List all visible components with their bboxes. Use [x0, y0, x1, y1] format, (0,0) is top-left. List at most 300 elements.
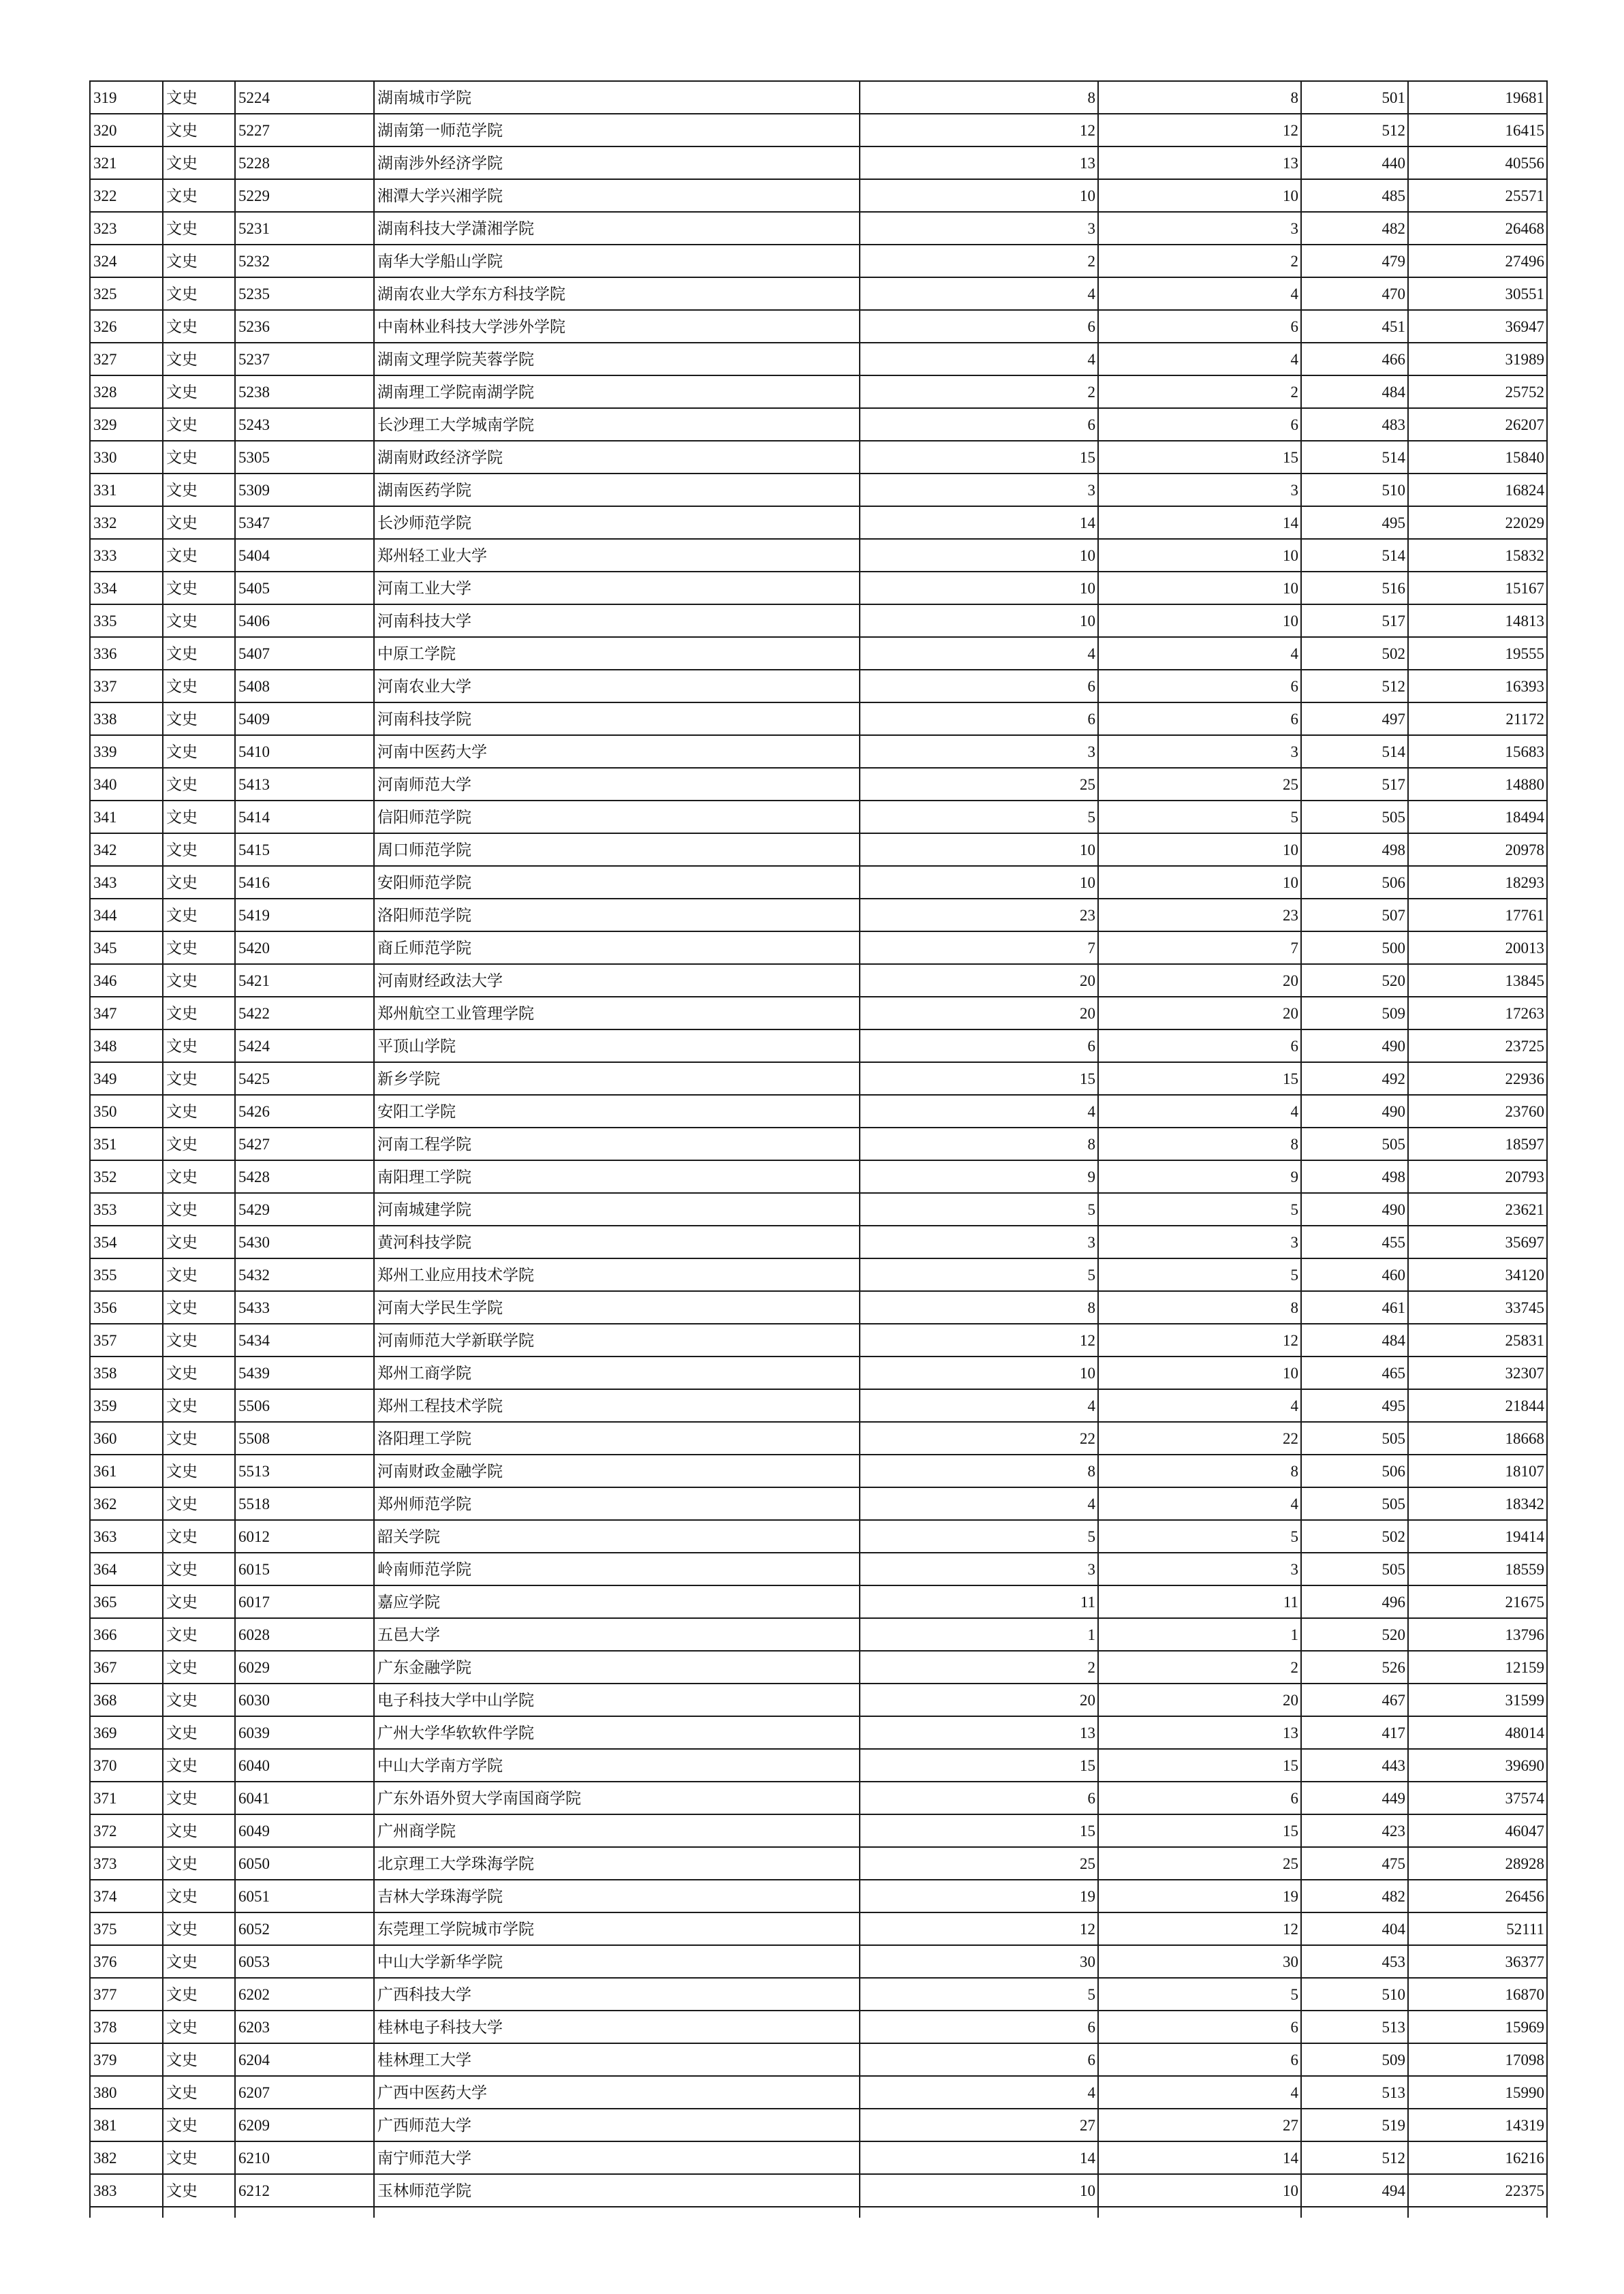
admitted-count-cell: 10 [1098, 179, 1301, 212]
institution-code-cell: 5347 [235, 506, 374, 539]
min-score-cell: 484 [1301, 1324, 1408, 1357]
subject-category-cell: 文史 [163, 2076, 235, 2109]
min-score-cell: 498 [1301, 1160, 1408, 1193]
table-row [90, 866, 1547, 899]
institution-name-cell: 北京理工大学珠海学院 [374, 1847, 860, 1880]
min-score-cell: 490 [1301, 1029, 1408, 1062]
plan-count-cell: 3 [860, 1226, 1098, 1258]
row-index-cell: 339 [90, 735, 163, 768]
row-index-cell: 334 [90, 572, 163, 604]
plan-count-cell: 5 [860, 1978, 1098, 2011]
min-rank-cell: 17761 [1408, 899, 1547, 931]
min-score-cell: 520 [1301, 964, 1408, 997]
min-score-cell: 512 [1301, 2141, 1408, 2174]
admitted-count-cell: 2 [1098, 375, 1301, 408]
subject-category-cell: 文史 [163, 604, 235, 637]
admitted-count-cell: 23 [1098, 899, 1301, 931]
institution-code-cell: 5229 [235, 179, 374, 212]
min-rank-cell: 18597 [1408, 1128, 1547, 1160]
row-index-cell: 343 [90, 866, 163, 899]
subject-category-cell: 文史 [163, 1912, 235, 1945]
subject-category-cell: 文史 [163, 1291, 235, 1324]
admitted-count-cell: 9 [1098, 1160, 1301, 1193]
institution-code-cell: 5243 [235, 408, 374, 441]
admitted-count-cell: 6 [1098, 702, 1301, 735]
min-rank-cell: 27496 [1408, 245, 1547, 277]
min-rank-cell: 15990 [1408, 2076, 1547, 2109]
min-score-cell: 485 [1301, 179, 1408, 212]
plan-count-cell: 10 [860, 2174, 1098, 2207]
institution-name-cell: 中山大学新华学院 [374, 1945, 860, 1978]
row-index-cell: 372 [90, 1814, 163, 1847]
subject-category-cell: 文史 [163, 1749, 235, 1782]
row-index-cell: 326 [90, 310, 163, 343]
institution-name-cell: 中山大学南方学院 [374, 1749, 860, 1782]
min-rank-cell: 23621 [1408, 1193, 1547, 1226]
min-score-cell: 500 [1301, 931, 1408, 964]
row-index-cell: 358 [90, 1357, 163, 1389]
subject-category-cell: 文史 [163, 702, 235, 735]
institution-code-cell: 6041 [235, 1782, 374, 1814]
institution-code-cell: 6039 [235, 1716, 374, 1749]
plan-count-cell: 4 [860, 2076, 1098, 2109]
min-score-cell: 490 [1301, 1095, 1408, 1128]
subject-category-cell: 文史 [163, 408, 235, 441]
plan-count-cell: 20 [860, 964, 1098, 997]
min-rank-cell: 26207 [1408, 408, 1547, 441]
table-row [90, 1487, 1547, 1520]
plan-count-cell: 10 [860, 539, 1098, 572]
min-score-cell: 417 [1301, 1716, 1408, 1749]
institution-code-cell: 6040 [235, 1749, 374, 1782]
institution-name-cell: 洛阳理工学院 [374, 1422, 860, 1455]
institution-code-cell: 5309 [235, 474, 374, 506]
min-rank-cell: 20978 [1408, 833, 1547, 866]
admitted-count-cell: 14 [1098, 2141, 1301, 2174]
institution-name-cell: 长沙理工大学城南学院 [374, 408, 860, 441]
plan-count-cell: 8 [860, 1291, 1098, 1324]
institution-name-cell: 岭南师范学院 [374, 1553, 860, 1585]
plan-count-cell: 6 [860, 1029, 1098, 1062]
institution-name-cell: 南阳理工学院 [374, 1160, 860, 1193]
table-row [90, 1520, 1547, 1553]
table-row [90, 1389, 1547, 1422]
row-index-cell: 337 [90, 670, 163, 702]
plan-count-cell: 8 [860, 1128, 1098, 1160]
institution-name-cell: 河南大学民生学院 [374, 1291, 860, 1324]
institution-name-cell: 五邑大学 [374, 1618, 860, 1651]
subject-category-cell: 文史 [163, 2141, 235, 2174]
min-rank-cell: 22375 [1408, 2174, 1547, 2207]
plan-count-cell: 10 [860, 572, 1098, 604]
min-score-cell: 506 [1301, 1455, 1408, 1487]
subject-category-cell: 文史 [163, 1422, 235, 1455]
table-row [90, 2076, 1547, 2109]
institution-code-cell: 5415 [235, 833, 374, 866]
admitted-count-cell: 19 [1098, 1880, 1301, 1912]
min-rank-cell: 31599 [1408, 1684, 1547, 1716]
table-row [90, 2174, 1547, 2207]
institution-name-cell: 南宁师范大学 [374, 2141, 860, 2174]
table-row [90, 1291, 1547, 1324]
min-score-cell: 520 [1301, 1618, 1408, 1651]
row-index-cell: 331 [90, 474, 163, 506]
row-index-cell: 377 [90, 1978, 163, 2011]
row-index-cell: 356 [90, 1291, 163, 1324]
row-index-cell: 361 [90, 1455, 163, 1487]
row-index-cell: 342 [90, 833, 163, 866]
subject-category-cell: 文史 [163, 277, 235, 310]
institution-code-cell: 6050 [235, 1847, 374, 1880]
institution-code-cell: 5416 [235, 866, 374, 899]
min-rank-cell: 18293 [1408, 866, 1547, 899]
plan-count-cell: 4 [860, 1095, 1098, 1128]
empty-cell [1098, 2207, 1301, 2218]
institution-code-cell: 5406 [235, 604, 374, 637]
admitted-count-cell: 5 [1098, 801, 1301, 833]
row-index-cell: 381 [90, 2109, 163, 2141]
subject-category-cell: 文史 [163, 375, 235, 408]
row-index-cell: 322 [90, 179, 163, 212]
admitted-count-cell: 12 [1098, 1912, 1301, 1945]
plan-count-cell: 3 [860, 1553, 1098, 1585]
institution-name-cell: 周口师范学院 [374, 833, 860, 866]
min-rank-cell: 22936 [1408, 1062, 1547, 1095]
min-score-cell: 479 [1301, 245, 1408, 277]
table-row [90, 2141, 1547, 2174]
min-rank-cell: 31989 [1408, 343, 1547, 375]
empty-cell [90, 2207, 163, 2218]
min-score-cell: 495 [1301, 506, 1408, 539]
min-rank-cell: 25752 [1408, 375, 1547, 408]
min-rank-cell: 39690 [1408, 1749, 1547, 1782]
institution-name-cell: 河南工业大学 [374, 572, 860, 604]
min-rank-cell: 21675 [1408, 1585, 1547, 1618]
institution-name-cell: 湖南第一师范学院 [374, 114, 860, 146]
row-index-cell: 374 [90, 1880, 163, 1912]
institution-code-cell: 6052 [235, 1912, 374, 1945]
admitted-count-cell: 6 [1098, 1029, 1301, 1062]
row-index-cell: 336 [90, 637, 163, 670]
row-index-cell: 338 [90, 702, 163, 735]
admitted-count-cell: 8 [1098, 1128, 1301, 1160]
min-rank-cell: 26468 [1408, 212, 1547, 245]
subject-category-cell: 文史 [163, 310, 235, 343]
subject-category-cell: 文史 [163, 212, 235, 245]
row-index-cell: 380 [90, 2076, 163, 2109]
row-index-cell: 355 [90, 1258, 163, 1291]
institution-name-cell: 吉林大学珠海学院 [374, 1880, 860, 1912]
plan-count-cell: 1 [860, 1618, 1098, 1651]
institution-code-cell: 5432 [235, 1258, 374, 1291]
table-body [90, 81, 1547, 2218]
plan-count-cell: 10 [860, 1357, 1098, 1389]
min-rank-cell: 34120 [1408, 1258, 1547, 1291]
institution-code-cell: 5513 [235, 1455, 374, 1487]
min-rank-cell: 14880 [1408, 768, 1547, 801]
subject-category-cell: 文史 [163, 474, 235, 506]
min-score-cell: 498 [1301, 833, 1408, 866]
min-score-cell: 513 [1301, 2011, 1408, 2043]
institution-code-cell: 6015 [235, 1553, 374, 1585]
subject-category-cell: 文史 [163, 146, 235, 179]
min-rank-cell: 16393 [1408, 670, 1547, 702]
plan-count-cell: 3 [860, 735, 1098, 768]
plan-count-cell: 20 [860, 997, 1098, 1029]
min-rank-cell: 15832 [1408, 539, 1547, 572]
min-score-cell: 461 [1301, 1291, 1408, 1324]
row-index-cell: 382 [90, 2141, 163, 2174]
institution-name-cell: 玉林师范学院 [374, 2174, 860, 2207]
subject-category-cell: 文史 [163, 1455, 235, 1487]
subject-category-cell: 文史 [163, 1357, 235, 1389]
admitted-count-cell: 4 [1098, 637, 1301, 670]
empty-cell [860, 2207, 1098, 2218]
min-rank-cell: 14813 [1408, 604, 1547, 637]
institution-code-cell: 5237 [235, 343, 374, 375]
empty-cell [374, 2207, 860, 2218]
subject-category-cell: 文史 [163, 899, 235, 931]
institution-name-cell: 洛阳师范学院 [374, 899, 860, 931]
row-index-cell: 341 [90, 801, 163, 833]
institution-code-cell: 6212 [235, 2174, 374, 2207]
min-score-cell: 502 [1301, 637, 1408, 670]
institution-name-cell: 郑州航空工业管理学院 [374, 997, 860, 1029]
admitted-count-cell: 8 [1098, 1455, 1301, 1487]
table-row [90, 1226, 1547, 1258]
table-row [90, 441, 1547, 474]
min-score-cell: 453 [1301, 1945, 1408, 1978]
min-score-cell: 497 [1301, 702, 1408, 735]
institution-code-cell: 5414 [235, 801, 374, 833]
institution-name-cell: 河南财经政法大学 [374, 964, 860, 997]
table-row [90, 1160, 1547, 1193]
subject-category-cell: 文史 [163, 1553, 235, 1585]
subject-category-cell: 文史 [163, 1585, 235, 1618]
row-index-cell: 332 [90, 506, 163, 539]
institution-name-cell: 广西中医药大学 [374, 2076, 860, 2109]
institution-code-cell: 5410 [235, 735, 374, 768]
institution-code-cell: 5305 [235, 441, 374, 474]
table-row [90, 1847, 1547, 1880]
admitted-count-cell: 27 [1098, 2109, 1301, 2141]
subject-category-cell: 文史 [163, 2011, 235, 2043]
row-index-cell: 376 [90, 1945, 163, 1978]
institution-code-cell: 5433 [235, 1291, 374, 1324]
admitted-count-cell: 20 [1098, 964, 1301, 997]
min-score-cell: 512 [1301, 114, 1408, 146]
row-index-cell: 353 [90, 1193, 163, 1226]
plan-count-cell: 10 [860, 179, 1098, 212]
subject-category-cell: 文史 [163, 1389, 235, 1422]
institution-name-cell: 郑州师范学院 [374, 1487, 860, 1520]
institution-code-cell: 5231 [235, 212, 374, 245]
admitted-count-cell: 10 [1098, 539, 1301, 572]
institution-code-cell: 6210 [235, 2141, 374, 2174]
institution-name-cell: 河南工程学院 [374, 1128, 860, 1160]
row-index-cell: 335 [90, 604, 163, 637]
plan-count-cell: 5 [860, 1258, 1098, 1291]
plan-count-cell: 19 [860, 1880, 1098, 1912]
institution-code-cell: 6012 [235, 1520, 374, 1553]
min-rank-cell: 20013 [1408, 931, 1547, 964]
row-index-cell: 375 [90, 1912, 163, 1945]
institution-code-cell: 5425 [235, 1062, 374, 1095]
institution-name-cell: 广西师范大学 [374, 2109, 860, 2141]
row-index-cell: 360 [90, 1422, 163, 1455]
subject-category-cell: 文史 [163, 441, 235, 474]
admitted-count-cell: 5 [1098, 1520, 1301, 1553]
institution-code-cell: 6051 [235, 1880, 374, 1912]
plan-count-cell: 10 [860, 866, 1098, 899]
subject-category-cell: 文史 [163, 506, 235, 539]
min-score-cell: 517 [1301, 604, 1408, 637]
min-score-cell: 505 [1301, 801, 1408, 833]
min-score-cell: 510 [1301, 474, 1408, 506]
table-row [90, 539, 1547, 572]
plan-count-cell: 3 [860, 212, 1098, 245]
plan-count-cell: 8 [860, 81, 1098, 114]
min-rank-cell: 18559 [1408, 1553, 1547, 1585]
admitted-count-cell: 5 [1098, 1193, 1301, 1226]
row-index-cell: 359 [90, 1389, 163, 1422]
min-rank-cell: 21844 [1408, 1389, 1547, 1422]
table-row [90, 1880, 1547, 1912]
institution-code-cell: 5424 [235, 1029, 374, 1062]
min-score-cell: 506 [1301, 866, 1408, 899]
institution-name-cell: 河南科技大学 [374, 604, 860, 637]
institution-code-cell: 6203 [235, 2011, 374, 2043]
admitted-count-cell: 4 [1098, 1095, 1301, 1128]
admitted-count-cell: 3 [1098, 735, 1301, 768]
admitted-count-cell: 13 [1098, 146, 1301, 179]
admitted-count-cell: 6 [1098, 408, 1301, 441]
row-index-cell: 321 [90, 146, 163, 179]
institution-code-cell: 5224 [235, 81, 374, 114]
min-score-cell: 451 [1301, 310, 1408, 343]
min-rank-cell: 16216 [1408, 2141, 1547, 2174]
admitted-count-cell: 15 [1098, 1749, 1301, 1782]
institution-code-cell: 5518 [235, 1487, 374, 1520]
subject-category-cell: 文史 [163, 2174, 235, 2207]
subject-category-cell: 文史 [163, 1978, 235, 2011]
admitted-count-cell: 5 [1098, 1258, 1301, 1291]
admitted-count-cell: 10 [1098, 866, 1301, 899]
admitted-count-cell: 25 [1098, 768, 1301, 801]
table-row [90, 702, 1547, 735]
institution-code-cell: 5405 [235, 572, 374, 604]
plan-count-cell: 10 [860, 604, 1098, 637]
min-rank-cell: 20793 [1408, 1160, 1547, 1193]
plan-count-cell: 25 [860, 1847, 1098, 1880]
min-rank-cell: 22029 [1408, 506, 1547, 539]
admitted-count-cell: 6 [1098, 1782, 1301, 1814]
min-score-cell: 517 [1301, 768, 1408, 801]
institution-code-cell: 5508 [235, 1422, 374, 1455]
min-score-cell: 470 [1301, 277, 1408, 310]
min-rank-cell: 16870 [1408, 1978, 1547, 2011]
institution-name-cell: 中原工学院 [374, 637, 860, 670]
institution-name-cell: 郑州工业应用技术学院 [374, 1258, 860, 1291]
min-rank-cell: 18342 [1408, 1487, 1547, 1520]
min-score-cell: 475 [1301, 1847, 1408, 1880]
table-row [90, 2043, 1547, 2076]
row-index-cell: 352 [90, 1160, 163, 1193]
admitted-count-cell: 4 [1098, 1487, 1301, 1520]
row-index-cell: 345 [90, 931, 163, 964]
min-score-cell: 443 [1301, 1749, 1408, 1782]
admitted-count-cell: 2 [1098, 1651, 1301, 1684]
table-row [90, 899, 1547, 931]
plan-count-cell: 2 [860, 1651, 1098, 1684]
subject-category-cell: 文史 [163, 866, 235, 899]
institution-name-cell: 河南科技学院 [374, 702, 860, 735]
plan-count-cell: 2 [860, 375, 1098, 408]
table-row [90, 768, 1547, 801]
admitted-count-cell: 3 [1098, 212, 1301, 245]
table-row [90, 1782, 1547, 1814]
admitted-count-cell: 5 [1098, 1978, 1301, 2011]
institution-code-cell: 5430 [235, 1226, 374, 1258]
institution-code-cell: 5428 [235, 1160, 374, 1193]
subject-category-cell: 文史 [163, 1258, 235, 1291]
institution-name-cell: 黄河科技学院 [374, 1226, 860, 1258]
min-rank-cell: 35697 [1408, 1226, 1547, 1258]
min-rank-cell: 13796 [1408, 1618, 1547, 1651]
subject-category-cell: 文史 [163, 114, 235, 146]
row-index-cell: 370 [90, 1749, 163, 1782]
min-score-cell: 514 [1301, 735, 1408, 768]
institution-name-cell: 湖南医药学院 [374, 474, 860, 506]
institution-code-cell: 5227 [235, 114, 374, 146]
min-score-cell: 509 [1301, 997, 1408, 1029]
row-index-cell: 379 [90, 2043, 163, 2076]
min-score-cell: 483 [1301, 408, 1408, 441]
institution-name-cell: 河南师范大学 [374, 768, 860, 801]
min-score-cell: 460 [1301, 1258, 1408, 1291]
admitted-count-cell: 10 [1098, 572, 1301, 604]
min-rank-cell: 28928 [1408, 1847, 1547, 1880]
min-rank-cell: 13845 [1408, 964, 1547, 997]
table-row [90, 735, 1547, 768]
institution-code-cell: 5427 [235, 1128, 374, 1160]
plan-count-cell: 5 [860, 801, 1098, 833]
min-rank-cell: 19681 [1408, 81, 1547, 114]
row-index-cell: 348 [90, 1029, 163, 1062]
institution-name-cell: 韶关学院 [374, 1520, 860, 1553]
table-row [90, 1324, 1547, 1357]
admitted-count-cell: 10 [1098, 2174, 1301, 2207]
subject-category-cell: 文史 [163, 1880, 235, 1912]
table-row [90, 408, 1547, 441]
table-row [90, 931, 1547, 964]
institution-name-cell: 湖南科技大学潇湘学院 [374, 212, 860, 245]
table-row [90, 310, 1547, 343]
institution-name-cell: 桂林理工大学 [374, 2043, 860, 2076]
min-rank-cell: 23725 [1408, 1029, 1547, 1062]
institution-code-cell: 5426 [235, 1095, 374, 1128]
subject-category-cell: 文史 [163, 833, 235, 866]
row-index-cell: 367 [90, 1651, 163, 1684]
row-index-cell: 333 [90, 539, 163, 572]
min-rank-cell: 36947 [1408, 310, 1547, 343]
plan-count-cell: 25 [860, 768, 1098, 801]
row-index-cell: 340 [90, 768, 163, 801]
min-rank-cell: 21172 [1408, 702, 1547, 735]
plan-count-cell: 15 [860, 441, 1098, 474]
institution-code-cell: 6028 [235, 1618, 374, 1651]
plan-count-cell: 4 [860, 1487, 1098, 1520]
